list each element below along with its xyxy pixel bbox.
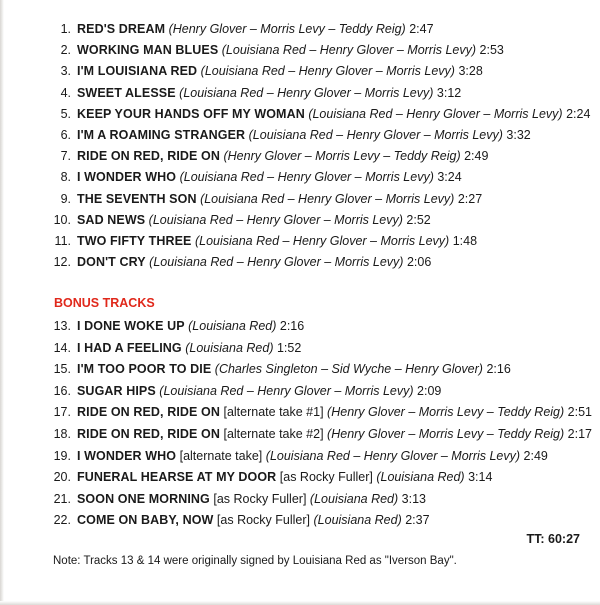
track-number: 12. xyxy=(53,255,71,270)
track-title: SAD NEWS xyxy=(77,212,146,227)
track-title: I WONDER WHO xyxy=(77,448,177,463)
track-credits: (Louisiana Red) xyxy=(188,319,277,333)
track-version-note: [alternate take #1] xyxy=(223,405,324,420)
track-text xyxy=(77,381,441,401)
track-title: WORKING MAN BLUES xyxy=(77,43,219,58)
track-credits: (Charles Singleton – Sid Wyche – Henry Glover) xyxy=(214,362,483,377)
track-duration: 1:52 xyxy=(276,340,302,355)
track-title: RED'S DREAM xyxy=(77,22,166,36)
track-credits: (Louisiana Red – Henry Glover – Morris Levy) xyxy=(179,85,434,100)
track-credits: (Henry Glover – Morris Levy – Teddy Reig) xyxy=(223,149,461,164)
track-title: SWEET ALESSE xyxy=(77,85,176,100)
track-text xyxy=(77,402,592,422)
track-credits: (Louisiana Red – Henry Glover – Morris Levy) xyxy=(159,383,414,398)
track-number: 5. xyxy=(60,106,71,121)
track-credits: (Henry Glover – Morris Levy – Teddy Reig) xyxy=(168,22,406,36)
track-title: THE SEVENTH SON xyxy=(77,191,197,206)
track-text xyxy=(77,104,590,124)
page-bottom-shadow xyxy=(0,601,600,605)
track-duration: 3:32 xyxy=(506,128,531,142)
track-version-note: [as Rocky Fuller] xyxy=(216,513,311,528)
track-version-note: [as Rocky Fuller] xyxy=(213,491,307,506)
track-number: 9. xyxy=(60,191,71,206)
track-text xyxy=(77,125,531,145)
track-text xyxy=(77,19,434,39)
track-version-note: [as Rocky Fuller] xyxy=(279,470,373,485)
track-duration: 2:27 xyxy=(457,191,483,206)
track-duration: 3:24 xyxy=(437,170,462,185)
track-number: 20. xyxy=(53,470,71,485)
track-title: I'M LOUISIANA RED xyxy=(77,64,198,79)
track-number: 14. xyxy=(53,340,71,355)
track-title: SOON ONE MORNING xyxy=(77,491,210,506)
track-number: 10. xyxy=(53,212,71,227)
footnote: Note: Tracks 13 & 14 were originally signed by Louisiana Red as "Iverson Bay". xyxy=(53,555,457,567)
track-duration: 2:51 xyxy=(567,405,592,420)
track-duration: 2:17 xyxy=(567,427,592,441)
track-credits: (Louisiana Red – Henry Glover – Morris Levy) xyxy=(194,234,450,248)
track-credits: (Louisiana Red – Henry Glover – Morris Levy) xyxy=(265,448,521,463)
track-title: I'M A ROAMING STRANGER xyxy=(77,128,246,142)
track-title: RIDE ON RED, RIDE ON xyxy=(77,149,220,164)
track-title: RIDE ON RED, RIDE ON xyxy=(77,405,220,420)
track-credits: (Louisiana Red) xyxy=(376,470,465,485)
track-text xyxy=(77,467,492,487)
track-title: KEEP YOUR HANDS OFF MY WOMAN xyxy=(77,106,305,121)
track-credits: (Louisiana Red – Henry Glover – Morris Levy) xyxy=(248,128,503,142)
track-title: I DONE WOKE UP xyxy=(77,319,185,333)
track-number: 4. xyxy=(60,85,71,100)
track-text xyxy=(77,61,483,81)
track-duration: 3:12 xyxy=(436,85,462,100)
track-text xyxy=(77,210,431,230)
track-number: 17. xyxy=(53,405,71,420)
track-number: 7. xyxy=(60,149,71,164)
track-text xyxy=(77,510,430,530)
track-number: 1. xyxy=(60,22,71,36)
track-text xyxy=(77,40,504,60)
track-title: I HAD A FEELING xyxy=(77,340,182,355)
track-title: COME ON BABY, NOW xyxy=(77,513,214,528)
track-title: I'M TOO POOR TO DIE xyxy=(77,362,212,377)
track-credits: (Louisiana Red – Henry Glover – Morris Levy) xyxy=(149,255,404,270)
track-credits: (Louisiana Red) xyxy=(185,340,274,355)
track-number: 6. xyxy=(60,128,71,142)
track-duration: 2:16 xyxy=(486,362,511,377)
track-text xyxy=(77,252,431,272)
track-duration: 2:09 xyxy=(417,383,442,398)
track-credits: (Louisiana Red – Henry Glover – Morris Levy) xyxy=(179,170,434,185)
track-number: 21. xyxy=(53,491,71,506)
track-title: RIDE ON RED, RIDE ON xyxy=(77,427,220,441)
track-number: 16. xyxy=(53,383,71,398)
track-credits: (Louisiana Red – Henry Glover – Morris Levy) xyxy=(308,106,563,121)
track-text xyxy=(77,83,461,103)
track-number: 19. xyxy=(53,448,71,463)
track-text xyxy=(77,146,488,166)
track-credits: (Louisiana Red – Henry Glover – Morris Levy) xyxy=(221,43,477,58)
track-number: 13. xyxy=(53,319,71,333)
track-duration: 2:24 xyxy=(566,106,591,121)
track-duration: 3:13 xyxy=(401,491,426,506)
track-number: 11. xyxy=(54,234,71,248)
track-credits: (Henry Glover – Morris Levy – Teddy Reig) xyxy=(327,427,565,441)
track-credits: (Louisiana Red – Henry Glover – Morris Levy) xyxy=(148,212,403,227)
track-text xyxy=(77,338,301,358)
track-credits: (Louisiana Red – Henry Glover – Morris Levy) xyxy=(200,191,455,206)
track-title: FUNERAL HEARSE AT MY DOOR xyxy=(77,470,277,485)
page-edge-shadow xyxy=(0,0,4,605)
track-text xyxy=(77,316,304,336)
track-text xyxy=(77,189,482,209)
track-number: 22. xyxy=(53,513,71,528)
track-number: 18. xyxy=(53,427,71,441)
track-duration: 3:14 xyxy=(468,470,493,485)
track-duration: 2:37 xyxy=(405,513,430,528)
track-duration: 1:48 xyxy=(452,234,478,248)
track-title: DON'T CRY xyxy=(77,255,146,270)
track-duration: 2:53 xyxy=(479,43,504,58)
track-number: 15. xyxy=(53,362,71,377)
track-text xyxy=(77,489,426,509)
track-text xyxy=(77,167,462,187)
track-text xyxy=(77,446,548,466)
track-version-note: [alternate take] xyxy=(179,448,263,463)
bonus-tracks-heading: BONUS TRACKS xyxy=(54,296,155,310)
track-duration: 2:47 xyxy=(409,22,434,36)
track-credits: (Louisiana Red – Henry Glover – Morris Levy) xyxy=(200,64,455,79)
track-credits: (Louisiana Red) xyxy=(309,491,399,506)
track-title: TWO FIFTY THREE xyxy=(77,234,192,248)
track-title: SUGAR HIPS xyxy=(77,383,156,398)
track-text xyxy=(77,231,477,251)
track-duration: 2:49 xyxy=(523,448,548,463)
total-time: TT: 60:27 xyxy=(526,532,580,546)
track-duration: 2:16 xyxy=(279,319,305,333)
track-duration: 2:52 xyxy=(406,212,431,227)
track-duration: 3:28 xyxy=(458,64,483,79)
track-credits: (Louisiana Red) xyxy=(313,513,402,528)
track-number: 2. xyxy=(60,43,71,58)
track-version-note: [alternate take #2] xyxy=(223,427,324,441)
track-text xyxy=(77,424,592,444)
track-title: I WONDER WHO xyxy=(77,170,177,185)
track-credits: (Henry Glover – Morris Levy – Teddy Reig) xyxy=(327,405,565,420)
track-text xyxy=(77,359,511,379)
track-number: 8. xyxy=(60,170,71,185)
track-number: 3. xyxy=(60,64,71,79)
track-duration: 2:49 xyxy=(464,149,489,164)
track-duration: 2:06 xyxy=(406,255,432,270)
